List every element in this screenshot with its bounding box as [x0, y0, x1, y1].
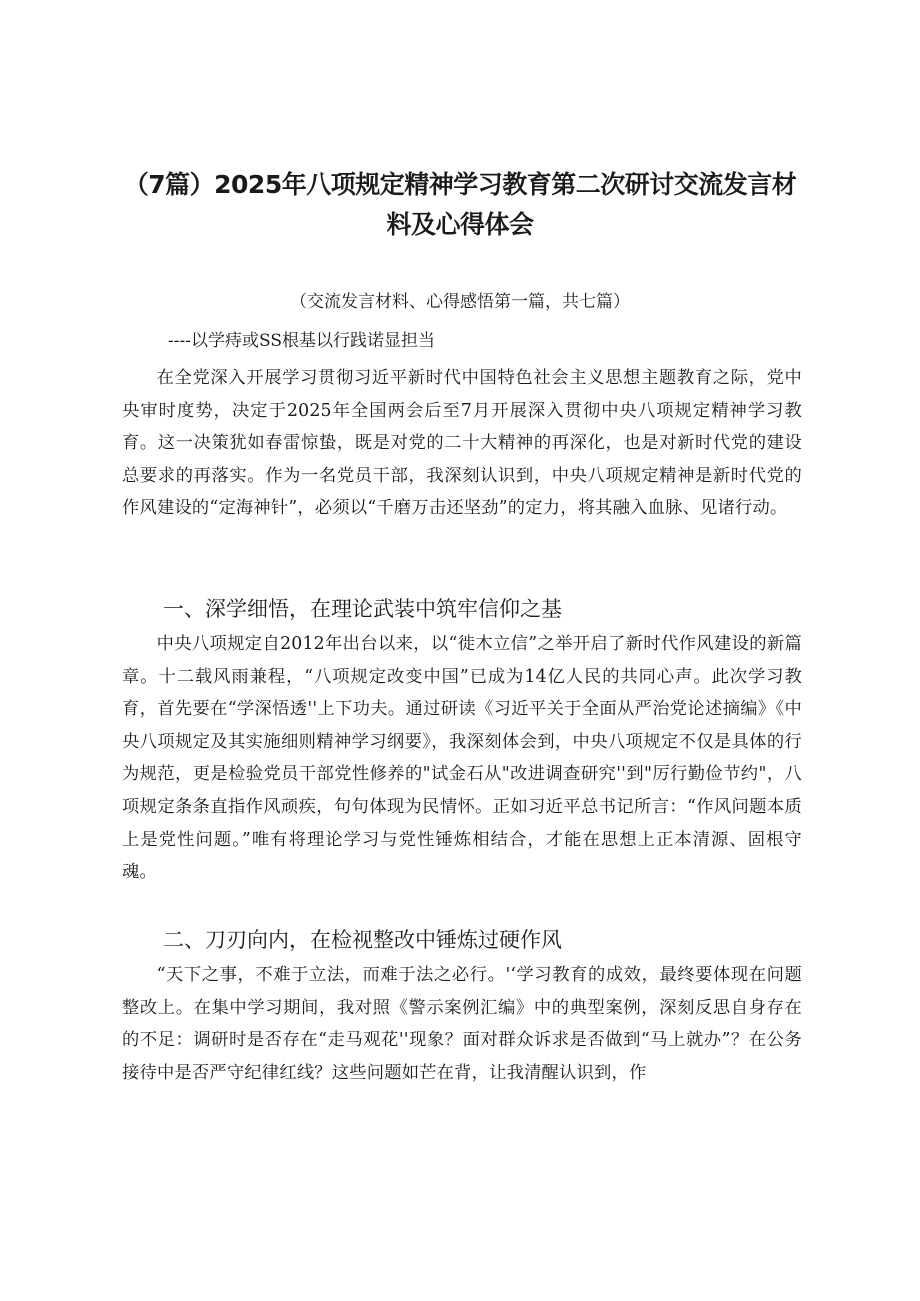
document-subtitle: （交流发言材料、心得感悟第一篇，共七篇） — [290, 292, 630, 312]
section-heading-2: 二、刀刃向内，在检视整改中锤炼过硬作风 — [163, 928, 562, 952]
document-title-line-2: 料及心得体会 — [386, 210, 534, 239]
document-title-line-1: （7篇）2025年八项规定精神学习教育第二次研讨交流发言材 — [123, 170, 797, 199]
document-slogan: ----以学痔或SS根基以行践诺显担当 — [168, 331, 435, 351]
paragraph-section-2: “天下之事，不难于立法，而难于法之必行。'‘学习教育的成效，最终要体现在问题整改上。在集中学习期间，我对照《警示案例汇编》中的典型案例，深刻反思自身存在的不足：调研时是否存在“走马观花''现象？面对群众诉求是否做到“马上就办”？在公务接待中是否严守纪律红线？这些问题如芒在背，让我清醒认识到，作 — [122, 965, 802, 1083]
paragraph-intro: 在全党深入开展学习贯彻习近平新时代中国特色社会主义思想主题教育之际，党中央审时度势，决定于2025年全国两会后至7月开展深入贯彻中央八项规定精神学习教育。这一决策犹如春雷惊蛰，既是对党的二十大精神的再深化，也是对新时代党的建设总要求的再落实。作为一名党员干部，我深刻认识到，中央八项规定精神是新时代党的作风建设的“定海神针”，必须以“千磨万击还坚劲”的定力，将其融入血脉、见诸行动。 — [122, 368, 802, 519]
paragraph-section-1: 中央八项规定自2012年出台以来，以“徙木立信”之举开启了新时代作风建设的新篇章。十二载风雨兼程，“八项规定改变中国”已成为14亿人民的共同心声。此次学习教育，首先要在“学深悟透''上下功夫。通过研读《习近平关于全面从严治党论述摘编》《中央八项规定及其实施细则精神学习纲要》，我深刻体会到，中央八项规定不仅是具体的行为规范，更是检验党员干部党性修养的"试金石从"改进调查研究''到"厉行勤俭节约"，八项规定条条直指作风顽疾，句句体现为民情怀。正如习近平总书记所言：“作风问题本质上是党性问题。”唯有将理论学习与党性锤炼相结合，才能在思想上正本清源、固根守魂。 — [122, 634, 802, 883]
section-heading-1: 一、深学细悟，在理论武装中筑牢信仰之基 — [163, 597, 562, 621]
